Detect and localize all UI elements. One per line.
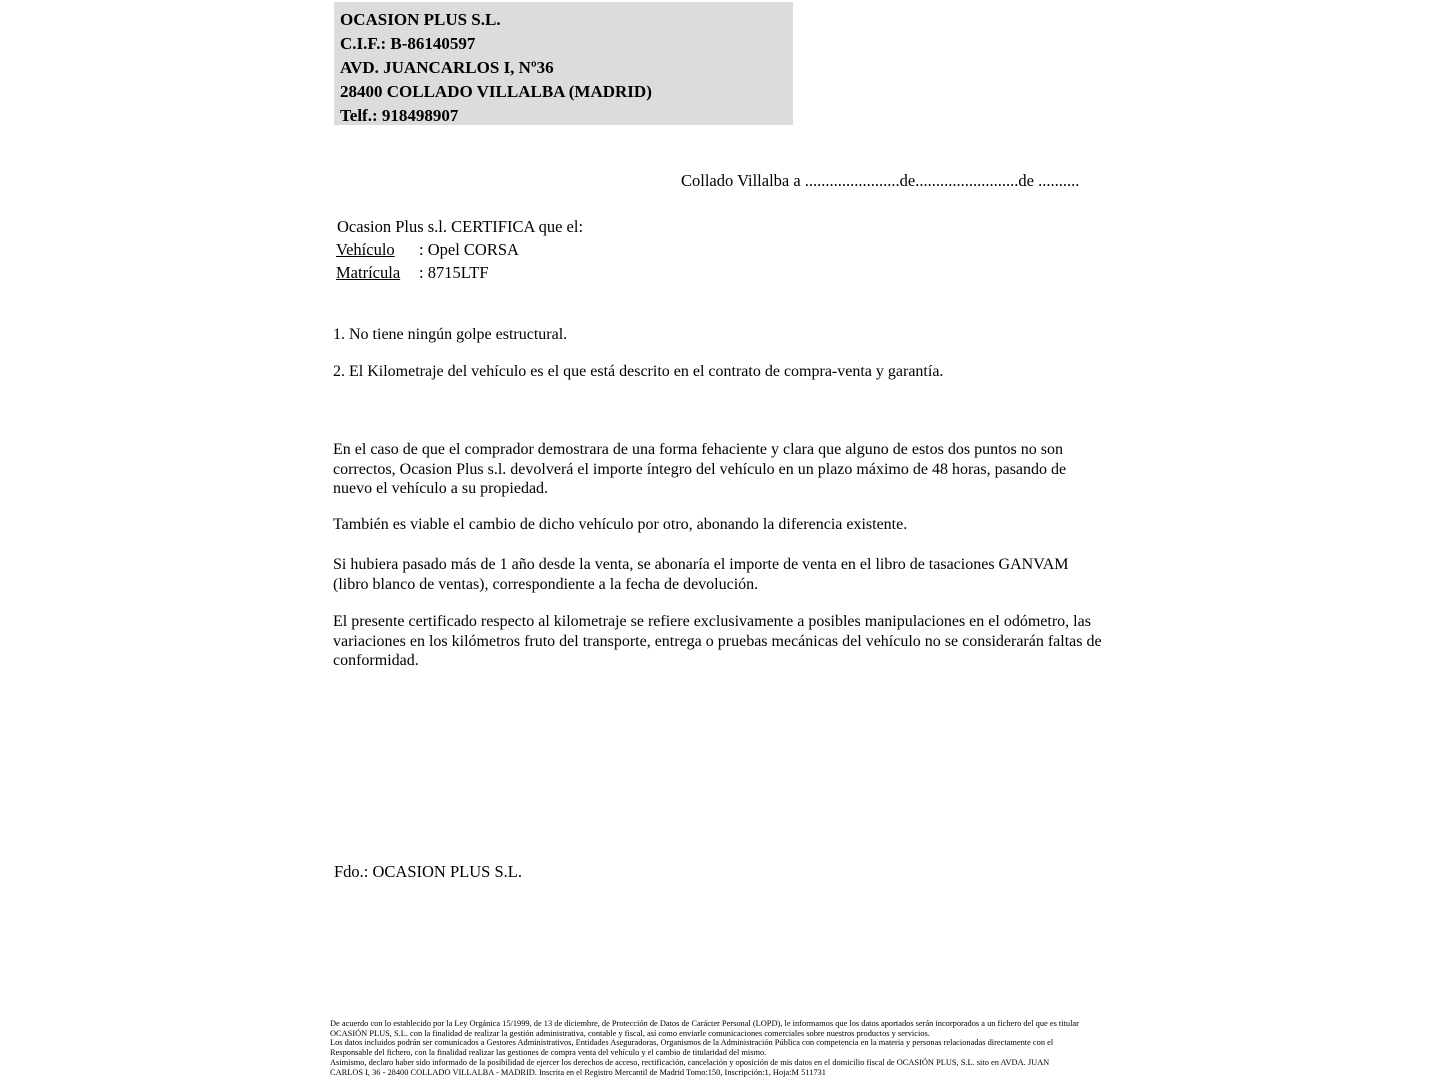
certify-intro: Ocasion Plus s.l. CERTIFICA que el: [337,217,584,236]
date-line: Collado Villalba a .......................de.........................de .......... [681,171,1080,190]
plate-value: : 8715LTF [419,263,489,282]
plate-field-row [336,263,489,283]
paragraph-refund: En el caso de que el comprador demostrara de una forma fehaciente y clara que alguno de estos dos puntos no son correctos, Ocasion Plus s.l. devolverá el importe íntegro del vehículo en un plazo máximo de 48 horas, pasando de nuevo el vehículo a su propiedad. [333,441,1067,498]
company-city: 28400 COLLADO VILLALBA (MADRID) [340,82,652,101]
plate-label: Matrícula [336,263,401,282]
paragraph-exchange: También es viable el cambio de dicho vehículo por otro, abonando la diferencia existente. [333,516,908,533]
legal-line-6: CARLOS I, 36 - 28400 COLLADO VILLALBA - MADRID. Inscrita en el Registro Mercantil de Madrid Tomo:150, Inscripción:1, Hoja:M 511731 [330,1067,826,1077]
certify-point-1: 1. No tiene ningún golpe estructural. [333,326,568,343]
legal-line-5: Asimismo, declaro haber sido informado de la posibilidad de ejercer los derechos de acceso, rectificación, cancelación y oposición de mis datos en el domicilio fiscal de OCASIÓN PLUS, S.L. sito en AVDA. JUAN [330,1057,1050,1067]
company-phone: Telf.: 918498907 [340,106,459,125]
company-address: AVD. JUANCARLOS I, Nº36 [340,58,554,77]
paragraph-odometer: El presente certificado respecto al kilometraje se refiere exclusivamente a posibles manipulaciones en el odómetro, las variaciones en los kilómetros fruto del transporte, entrega o pruebas mecánicas del vehículo no se considerarán faltas de conformidad. [333,613,1102,670]
legal-line-3: Los datos incluidos podrán ser comunicados a Gestores Administrativos, Entidades Aseguradoras, Organismos de la Administración Pública con competencia en la materia y personas relacionadas directamente con el [330,1038,1054,1048]
vehicle-field-row [336,240,519,260]
legal-line-1: De acuerdo con lo establecido por la Ley Orgánica 15/1999, de 13 de diciembre, de Protección de Datos de Carácter Personal (LOPD), le informamos que los datos aportados serán incorporados a un fichero del que es titular [330,1019,1079,1028]
vehicle-value: : Opel CORSA [419,240,519,259]
company-header-box [334,2,793,125]
legal-line-2: OCASIÓN PLUS, S.L. con la finalidad de realizar la gestión administrativa, contable y fiscal, así como enviarle comunicaciones comerciales sobre nuestros productos y servicios. [330,1028,930,1038]
paragraph-ganvam: Si hubiera pasado más de 1 año desde la venta, se abonaría el importe de venta en el libro de tasaciones GANVAM (libro blanco de ventas), correspondiente a la fecha de devolución. [333,556,1069,593]
vehicle-label: Vehículo [336,240,395,259]
legal-footer [330,1019,1079,1077]
company-name: OCASION PLUS S.L. [340,10,501,29]
signature-line: Fdo.: OCASION PLUS S.L. [334,862,522,881]
company-cif: C.I.F.: B-86140597 [340,34,476,53]
certify-point-2: 2. El Kilometraje del vehículo es el que está descrito en el contrato de compra-venta y garantía. [333,363,944,380]
legal-line-4: Responsable del fichero, con la finalidad realizar las gestiones de compra venta del vehículo y el cambio de titularidad del mismo. [330,1048,767,1058]
